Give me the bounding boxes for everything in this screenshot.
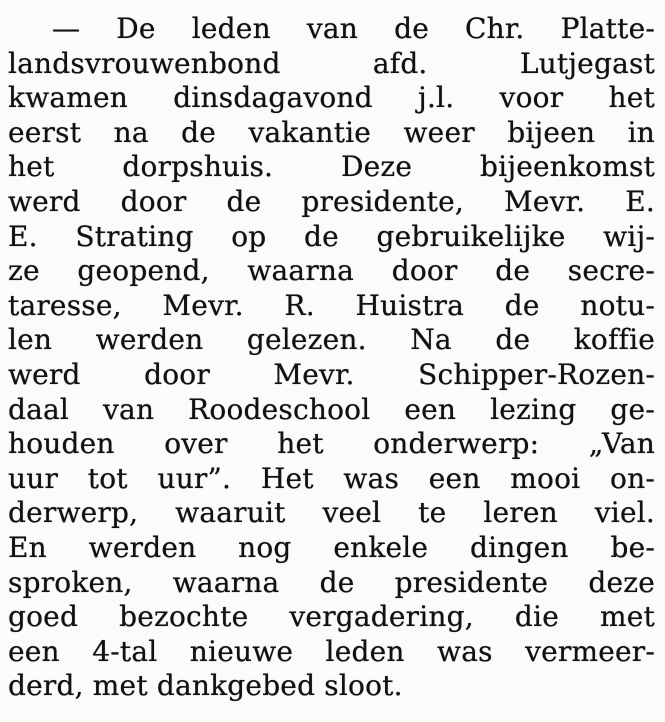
article-line: goed bezochte vergadering, die met — [8, 600, 655, 634]
article-line: taresse, Mevr. R. Huistra de notu- — [8, 288, 655, 322]
article-line: derd, met dankgebed sloot. — [8, 669, 403, 703]
article-line: En werden nog enkele dingen be- — [8, 530, 655, 564]
article-line: derwerp, waaruit veel te leren viel. — [8, 496, 655, 530]
article-line: eerst na de vakantie weer bijeen in — [8, 115, 655, 149]
article-line: daal van Roodeschool een lezing ge- — [8, 392, 655, 426]
article-line: sproken, waarna de presidente deze — [8, 565, 655, 599]
article-line: houden over het onderwerp: „Van — [8, 427, 655, 461]
article-line: het dorpshuis. Deze bijeenkomst — [8, 150, 655, 184]
article-line: uur tot uur”. Het was een mooi on- — [8, 461, 655, 495]
article-line: een 4-tal nieuwe leden was vermeer- — [8, 634, 655, 668]
article-line: ze geopend, waarna door de secre- — [8, 254, 655, 288]
article-line: landsvrouwenbond afd. Lutjegast — [8, 46, 655, 80]
article-text — [0, 12, 665, 704]
article-line: werd door de presidente, Mevr. E. — [8, 184, 655, 218]
article-line: len werden gelezen. Na de koffie — [8, 323, 655, 357]
article-line: — De leden van de Chr. Platte- — [52, 12, 655, 45]
article-line: werd door Mevr. Schipper-Rozen- — [8, 357, 655, 391]
article-line: E. Strating op de gebruikelijke wij- — [8, 219, 655, 253]
article-line: kwamen dinsdagavond j.l. voor het — [8, 81, 655, 115]
